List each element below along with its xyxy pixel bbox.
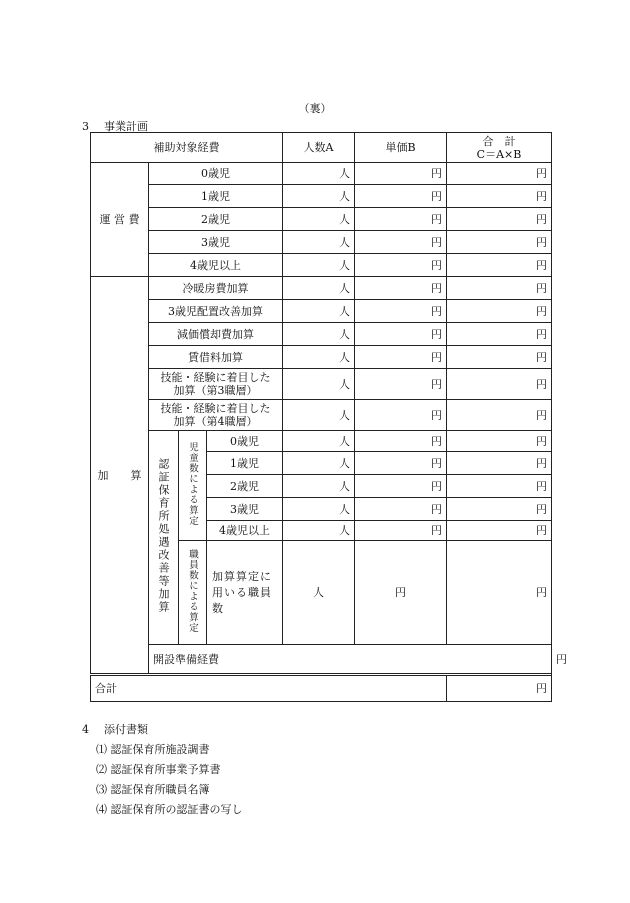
people-unit: 人 bbox=[283, 541, 355, 645]
yen-unit: 円 bbox=[355, 369, 447, 400]
table-row bbox=[91, 431, 552, 452]
section-3-number: 3 bbox=[82, 120, 89, 133]
yen-unit: 円 bbox=[355, 346, 447, 369]
skill-tier4-line1: 技能・経験に着目した bbox=[160, 402, 271, 415]
operating-cost-label: 運 営 費 bbox=[91, 163, 149, 277]
yen-unit: 円 bbox=[447, 231, 552, 254]
row-label: 冷暖房費加算 bbox=[149, 277, 283, 300]
yen-unit: 円 bbox=[447, 323, 552, 346]
row-label: 賃借料加算 bbox=[149, 346, 283, 369]
table-row bbox=[91, 254, 552, 277]
header-total bbox=[447, 133, 552, 163]
row-label: 減価償却費加算 bbox=[149, 323, 283, 346]
yen-unit: 円 bbox=[355, 400, 447, 431]
yen-unit: 円 bbox=[355, 185, 447, 208]
opening-cost-label: 開設準備経費 bbox=[149, 645, 552, 675]
people-unit: 人 bbox=[283, 277, 355, 300]
opening-cost-row: 開設準備経費 円 bbox=[91, 645, 552, 675]
yen-unit: 円 bbox=[355, 521, 447, 541]
yen-unit: 円 bbox=[447, 300, 552, 323]
section-4-title: 添付書類 bbox=[104, 723, 148, 736]
people-unit: 人 bbox=[283, 369, 355, 400]
header-total-line1: 合 計 bbox=[482, 134, 516, 148]
yen-unit: 円 bbox=[355, 498, 447, 521]
table-row bbox=[91, 323, 552, 346]
yen-unit: 円 bbox=[355, 163, 447, 185]
header-people: 人数A bbox=[283, 133, 355, 163]
child-count-basis-label: 児童数による算定 bbox=[179, 431, 207, 541]
yen-unit: 円 bbox=[447, 254, 552, 277]
people-unit: 人 bbox=[283, 254, 355, 277]
yen-unit: 円 bbox=[447, 521, 552, 541]
row-label: 1歳児 bbox=[149, 185, 283, 208]
yen-unit: 円 bbox=[355, 323, 447, 346]
row-label: 3歳児 bbox=[207, 498, 283, 521]
yen-unit: 円 bbox=[447, 498, 552, 521]
row-label: 1歳児 bbox=[207, 452, 283, 475]
people-unit: 人 bbox=[283, 475, 355, 498]
yen-unit: 円 bbox=[447, 185, 552, 208]
section-4-heading bbox=[82, 721, 148, 737]
row-label: 0歳児 bbox=[149, 163, 283, 185]
people-unit: 人 bbox=[283, 208, 355, 231]
table-row bbox=[91, 277, 552, 300]
table-row bbox=[91, 208, 552, 231]
skill-tier4-label bbox=[149, 400, 283, 431]
staff-row-label: 加算算定に用いる職員数 bbox=[207, 541, 283, 645]
people-unit: 人 bbox=[283, 163, 355, 185]
section-4-number: 4 bbox=[82, 723, 89, 736]
yen-unit: 円 bbox=[355, 475, 447, 498]
table-row bbox=[91, 300, 552, 323]
grand-total-label: 合計 bbox=[91, 675, 447, 702]
staff-count-basis-label: 職員数による算定 bbox=[179, 541, 207, 645]
yen-unit: 円 bbox=[447, 431, 552, 452]
skill-tier3-line1: 技能・経験に着目した bbox=[160, 371, 271, 384]
yen-unit: 円 bbox=[355, 300, 447, 323]
skill-tier4-line2: 加算（第4職層） bbox=[173, 415, 258, 428]
yen-unit: 円 bbox=[355, 541, 447, 645]
table-row bbox=[91, 231, 552, 254]
yen-unit: 円 bbox=[355, 277, 447, 300]
people-unit: 人 bbox=[283, 323, 355, 346]
yen-unit: 円 bbox=[447, 277, 552, 300]
table-header-row bbox=[91, 133, 552, 163]
yen-unit: 円 bbox=[355, 231, 447, 254]
table-row bbox=[91, 163, 552, 185]
yen-unit: 円 bbox=[447, 475, 552, 498]
row-label: 4歳児以上 bbox=[207, 521, 283, 541]
yen-unit: 円 bbox=[355, 452, 447, 475]
row-label: 0歳児 bbox=[207, 431, 283, 452]
people-unit: 人 bbox=[283, 431, 355, 452]
treatment-improvement-label: 認証保育所処遇改善等加算 bbox=[149, 431, 179, 645]
yen-unit: 円 bbox=[355, 254, 447, 277]
attachment-item: ⑶ 認証保育所職員名簿 bbox=[96, 783, 210, 796]
table-row bbox=[91, 369, 552, 400]
yen-unit: 円 bbox=[447, 452, 552, 475]
yen-unit: 円 bbox=[355, 431, 447, 452]
page-side-label: （裏） bbox=[298, 102, 332, 115]
addition-label: 加 算 bbox=[91, 277, 149, 675]
skill-tier3-label bbox=[149, 369, 283, 400]
row-label: 3歳児 bbox=[149, 231, 283, 254]
people-unit: 人 bbox=[283, 498, 355, 521]
people-unit: 人 bbox=[283, 521, 355, 541]
yen-unit: 円 bbox=[355, 208, 447, 231]
attachment-item: ⑴ 認証保育所施設調書 bbox=[96, 743, 210, 756]
people-unit: 人 bbox=[283, 346, 355, 369]
row-label: 3歳児配置改善加算 bbox=[149, 300, 283, 323]
yen-unit: 円 bbox=[447, 675, 552, 702]
business-plan-table bbox=[90, 132, 567, 702]
table-row bbox=[91, 185, 552, 208]
yen-unit: 円 bbox=[447, 208, 552, 231]
header-item: 補助対象経費 bbox=[91, 133, 283, 163]
row-label: 2歳児 bbox=[207, 475, 283, 498]
skill-tier3-line2: 加算（第3職層） bbox=[173, 384, 258, 397]
people-unit: 人 bbox=[283, 231, 355, 254]
yen-unit: 円 bbox=[447, 541, 552, 645]
people-unit: 人 bbox=[283, 300, 355, 323]
header-total-line2: C＝A×B bbox=[476, 147, 522, 161]
table-row bbox=[91, 346, 552, 369]
people-unit: 人 bbox=[283, 400, 355, 431]
header-unit-price: 単価B bbox=[355, 133, 447, 163]
yen-unit: 円 bbox=[447, 346, 552, 369]
row-label: 2歳児 bbox=[149, 208, 283, 231]
grand-total-row bbox=[91, 675, 552, 702]
table-row bbox=[91, 400, 552, 431]
yen-unit: 円 bbox=[447, 400, 552, 431]
section-3-title: 事業計画 bbox=[104, 120, 148, 133]
yen-unit: 円 bbox=[447, 369, 552, 400]
row-label: 4歳児以上 bbox=[149, 254, 283, 277]
people-unit: 人 bbox=[283, 185, 355, 208]
yen-unit: 円 bbox=[447, 163, 552, 185]
attachment-item: ⑷ 認証保育所の認証書の写し bbox=[96, 803, 243, 816]
attachment-item: ⑵ 認証保育所事業予算書 bbox=[96, 763, 221, 776]
people-unit: 人 bbox=[283, 452, 355, 475]
